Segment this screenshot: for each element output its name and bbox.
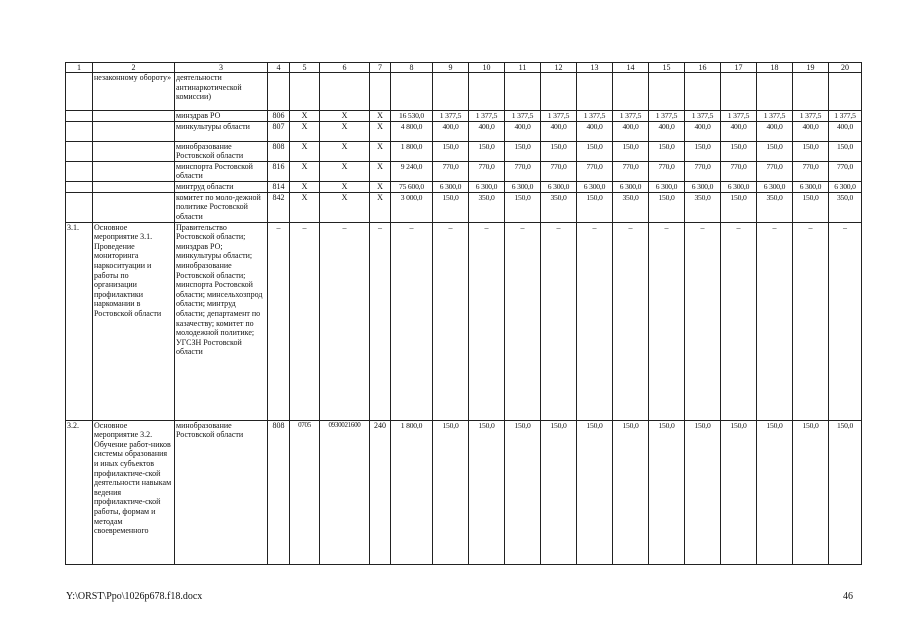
cell-value: 6 300,0 <box>829 181 862 192</box>
table-row <box>66 111 862 122</box>
cell-number <box>66 192 93 222</box>
cell-value: 770,0 <box>505 161 541 181</box>
cell-value: 150,0 <box>433 141 469 161</box>
cell-total: 16 530,0 <box>391 111 433 122</box>
cell-csr: Х <box>320 161 370 181</box>
cell-value: 1 377,5 <box>829 111 862 122</box>
cell-value: 150,0 <box>541 141 577 161</box>
cell-value: 150,0 <box>793 420 829 564</box>
cell-total: 3 000,0 <box>391 192 433 222</box>
column-number: 17 <box>721 63 757 73</box>
cell-value: 6 300,0 <box>505 181 541 192</box>
cell-csr: Х <box>320 141 370 161</box>
cell-empty <box>268 73 290 111</box>
cell-value: 150,0 <box>469 420 505 564</box>
cell-value: 150,0 <box>577 420 613 564</box>
cell-dash: – <box>290 222 320 420</box>
column-number: 1 <box>66 63 93 73</box>
cell-vr: Х <box>370 141 391 161</box>
cell-value: 150,0 <box>757 420 793 564</box>
cell-value: 6 300,0 <box>793 181 829 192</box>
cell-value: 770,0 <box>577 161 613 181</box>
column-number: 6 <box>320 63 370 73</box>
cell-dash: – <box>469 222 505 420</box>
cell-measure-name <box>93 111 175 122</box>
cell-grbs: 807 <box>268 121 290 141</box>
cell-value: 400,0 <box>685 121 721 141</box>
cell-value: 1 377,5 <box>505 111 541 122</box>
cell-csr: 0930021600 <box>320 420 370 564</box>
column-number: 15 <box>649 63 685 73</box>
cell-dash: – <box>370 222 391 420</box>
column-number: 12 <box>541 63 577 73</box>
cell-value: 150,0 <box>793 192 829 222</box>
table-row <box>66 73 862 111</box>
cell-value: 150,0 <box>469 141 505 161</box>
cell-value: 770,0 <box>649 161 685 181</box>
column-number: 19 <box>793 63 829 73</box>
expenditure-table <box>65 62 862 565</box>
cell-empty <box>391 73 433 111</box>
cell-value: 6 300,0 <box>649 181 685 192</box>
cell-value: 150,0 <box>505 192 541 222</box>
cell-dash: – <box>268 222 290 420</box>
cell-empty <box>370 73 391 111</box>
cell-number <box>66 181 93 192</box>
cell-total: 9 240,0 <box>391 161 433 181</box>
cell-vr: Х <box>370 181 391 192</box>
cell-vr: Х <box>370 111 391 122</box>
cell-number <box>66 141 93 161</box>
cell-value: 150,0 <box>685 420 721 564</box>
cell-value: 770,0 <box>541 161 577 181</box>
cell-measure-name <box>93 161 175 181</box>
column-number: 13 <box>577 63 613 73</box>
cell-value: 150,0 <box>613 141 649 161</box>
cell-value: 770,0 <box>757 161 793 181</box>
cell-total: 75 600,0 <box>391 181 433 192</box>
column-number-row <box>66 63 862 73</box>
cell-executor: комитет по моло-дежной политике Ростовской области <box>175 192 268 222</box>
cell-value: 150,0 <box>793 141 829 161</box>
cell-grbs: 814 <box>268 181 290 192</box>
cell-grbs: 816 <box>268 161 290 181</box>
cell-value: 150,0 <box>433 420 469 564</box>
cell-value: 1 377,5 <box>541 111 577 122</box>
cell-empty <box>577 73 613 111</box>
cell-dash: – <box>320 222 370 420</box>
cell-empty <box>721 73 757 111</box>
cell-grbs: 842 <box>268 192 290 222</box>
footer-file-path: Y:\ORST\Ppo\1026p678.f18.docx <box>66 591 203 602</box>
cell-value: 1 377,5 <box>433 111 469 122</box>
cell-value: 1 377,5 <box>577 111 613 122</box>
cell-csr: Х <box>320 111 370 122</box>
cell-measure-name: Основное мероприятие 3.2. Обучение работ-ников системы образования и иных субъектов профилактиче-ской деятельности навыкам ведения профилактиче-ской работы, формам и методам своевременного <box>93 420 175 564</box>
cell-value: 150,0 <box>577 141 613 161</box>
cell-value: 150,0 <box>649 192 685 222</box>
cell-executor: деятельности антинаркотической комиссии) <box>175 73 268 111</box>
cell-total: 1 800,0 <box>391 141 433 161</box>
cell-measure-name <box>93 181 175 192</box>
cell-grbs: 808 <box>268 141 290 161</box>
cell-value: 770,0 <box>613 161 649 181</box>
table-row <box>66 222 862 420</box>
cell-number <box>66 161 93 181</box>
table-row <box>66 121 862 141</box>
cell-value: 150,0 <box>613 420 649 564</box>
table-row <box>66 181 862 192</box>
cell-value: 1 377,5 <box>613 111 649 122</box>
cell-measure-name <box>93 141 175 161</box>
cell-csr: Х <box>320 192 370 222</box>
cell-empty <box>469 73 505 111</box>
cell-value: 6 300,0 <box>757 181 793 192</box>
cell-dash: – <box>391 222 433 420</box>
cell-empty <box>685 73 721 111</box>
cell-dash: – <box>577 222 613 420</box>
cell-dash: – <box>721 222 757 420</box>
cell-total: 1 800,0 <box>391 420 433 564</box>
cell-value: 770,0 <box>469 161 505 181</box>
cell-value: 400,0 <box>829 121 862 141</box>
cell-value: 350,0 <box>613 192 649 222</box>
cell-value: 1 377,5 <box>757 111 793 122</box>
cell-value: 6 300,0 <box>685 181 721 192</box>
cell-rzpr: Х <box>290 111 320 122</box>
cell-value: 150,0 <box>577 192 613 222</box>
table-row <box>66 141 862 161</box>
cell-value: 350,0 <box>541 192 577 222</box>
cell-value: 6 300,0 <box>613 181 649 192</box>
cell-value: 350,0 <box>829 192 862 222</box>
cell-value: 400,0 <box>505 121 541 141</box>
cell-executor: минобразование Ростовской области <box>175 420 268 564</box>
cell-empty <box>290 73 320 111</box>
cell-value: 150,0 <box>649 141 685 161</box>
cell-value: 150,0 <box>685 141 721 161</box>
cell-executor: минспорта Ростовской области <box>175 161 268 181</box>
cell-value: 6 300,0 <box>577 181 613 192</box>
cell-vr: Х <box>370 161 391 181</box>
column-number: 8 <box>391 63 433 73</box>
cell-measure-name <box>93 192 175 222</box>
cell-value: 150,0 <box>541 420 577 564</box>
cell-vr: Х <box>370 192 391 222</box>
cell-value: 150,0 <box>505 420 541 564</box>
cell-value: 150,0 <box>721 420 757 564</box>
cell-value: 1 377,5 <box>649 111 685 122</box>
table-row <box>66 420 862 564</box>
cell-empty <box>757 73 793 111</box>
cell-value: 6 300,0 <box>433 181 469 192</box>
cell-dash: – <box>685 222 721 420</box>
cell-value: 400,0 <box>433 121 469 141</box>
cell-total: 4 800,0 <box>391 121 433 141</box>
cell-value: 6 300,0 <box>721 181 757 192</box>
cell-value: 1 377,5 <box>685 111 721 122</box>
cell-dash: – <box>829 222 862 420</box>
column-number: 9 <box>433 63 469 73</box>
cell-value: 400,0 <box>721 121 757 141</box>
cell-value: 400,0 <box>541 121 577 141</box>
cell-value: 150,0 <box>649 420 685 564</box>
cell-dash: – <box>793 222 829 420</box>
cell-value: 400,0 <box>757 121 793 141</box>
cell-value: 770,0 <box>685 161 721 181</box>
cell-value: 150,0 <box>433 192 469 222</box>
column-number: 14 <box>613 63 649 73</box>
cell-dash: – <box>649 222 685 420</box>
cell-number: 3.2. <box>66 420 93 564</box>
column-number: 16 <box>685 63 721 73</box>
cell-value: 770,0 <box>829 161 862 181</box>
cell-number: 3.1. <box>66 222 93 420</box>
cell-empty <box>505 73 541 111</box>
cell-value: 6 300,0 <box>541 181 577 192</box>
cell-executor: минобразование Ростовской области <box>175 141 268 161</box>
cell-value: 350,0 <box>757 192 793 222</box>
cell-dash: – <box>541 222 577 420</box>
cell-value: 150,0 <box>721 192 757 222</box>
column-number: 10 <box>469 63 505 73</box>
cell-vr: Х <box>370 121 391 141</box>
cell-number <box>66 121 93 141</box>
cell-value: 1 377,5 <box>721 111 757 122</box>
cell-executor: минтруд области <box>175 181 268 192</box>
cell-empty <box>541 73 577 111</box>
cell-value: 1 377,5 <box>793 111 829 122</box>
cell-grbs: 806 <box>268 111 290 122</box>
cell-value: 150,0 <box>505 141 541 161</box>
cell-value: 770,0 <box>793 161 829 181</box>
cell-empty <box>613 73 649 111</box>
cell-measure-name: незаконному обороту» <box>93 73 175 111</box>
cell-dash: – <box>505 222 541 420</box>
cell-empty <box>793 73 829 111</box>
cell-dash: – <box>433 222 469 420</box>
cell-value: 400,0 <box>613 121 649 141</box>
column-number: 5 <box>290 63 320 73</box>
cell-value: 150,0 <box>757 141 793 161</box>
cell-value: 770,0 <box>721 161 757 181</box>
cell-executor: минкультуры области <box>175 121 268 141</box>
cell-grbs: 808 <box>268 420 290 564</box>
cell-value: 770,0 <box>433 161 469 181</box>
cell-number <box>66 73 93 111</box>
column-number: 4 <box>268 63 290 73</box>
cell-value: 400,0 <box>649 121 685 141</box>
cell-value: 1 377,5 <box>469 111 505 122</box>
cell-csr: Х <box>320 121 370 141</box>
cell-executor: минздрав РО <box>175 111 268 122</box>
cell-value: 400,0 <box>577 121 613 141</box>
cell-csr: Х <box>320 181 370 192</box>
cell-empty <box>320 73 370 111</box>
column-number: 18 <box>757 63 793 73</box>
cell-value: 350,0 <box>685 192 721 222</box>
column-number: 3 <box>175 63 268 73</box>
cell-rzpr: Х <box>290 161 320 181</box>
column-number: 7 <box>370 63 391 73</box>
cell-value: 350,0 <box>469 192 505 222</box>
cell-value: 150,0 <box>829 141 862 161</box>
cell-measure-name: Основное мероприятие 3.1. Проведение мониторинга наркоситуации и работы по организации профилактики наркомании в Ростовской области <box>93 222 175 420</box>
cell-rzpr: 0705 <box>290 420 320 564</box>
cell-number <box>66 111 93 122</box>
footer-page-number: 46 <box>843 591 853 602</box>
cell-empty <box>649 73 685 111</box>
cell-value: 150,0 <box>829 420 862 564</box>
cell-measure-name <box>93 121 175 141</box>
table-row <box>66 161 862 181</box>
cell-rzpr: Х <box>290 181 320 192</box>
cell-value: 150,0 <box>721 141 757 161</box>
cell-value: 6 300,0 <box>469 181 505 192</box>
column-number: 2 <box>93 63 175 73</box>
cell-value: 400,0 <box>469 121 505 141</box>
column-number: 11 <box>505 63 541 73</box>
cell-value: 400,0 <box>793 121 829 141</box>
cell-dash: – <box>613 222 649 420</box>
cell-rzpr: Х <box>290 192 320 222</box>
cell-dash: – <box>757 222 793 420</box>
cell-empty <box>829 73 862 111</box>
cell-rzpr: Х <box>290 121 320 141</box>
table-row <box>66 192 862 222</box>
cell-rzpr: Х <box>290 141 320 161</box>
cell-empty <box>433 73 469 111</box>
cell-executor: Правительство Ростовской области; минздрав РО; минкультуры области; минобразование Ростовской области; минспорта Ростовской области; минсельхозпрод области; минтруд области; департамент по казачеству; комитет по молодежной политике; УГСЗН Ростовской области <box>175 222 268 420</box>
column-number: 20 <box>829 63 862 73</box>
cell-vr: 240 <box>370 420 391 564</box>
